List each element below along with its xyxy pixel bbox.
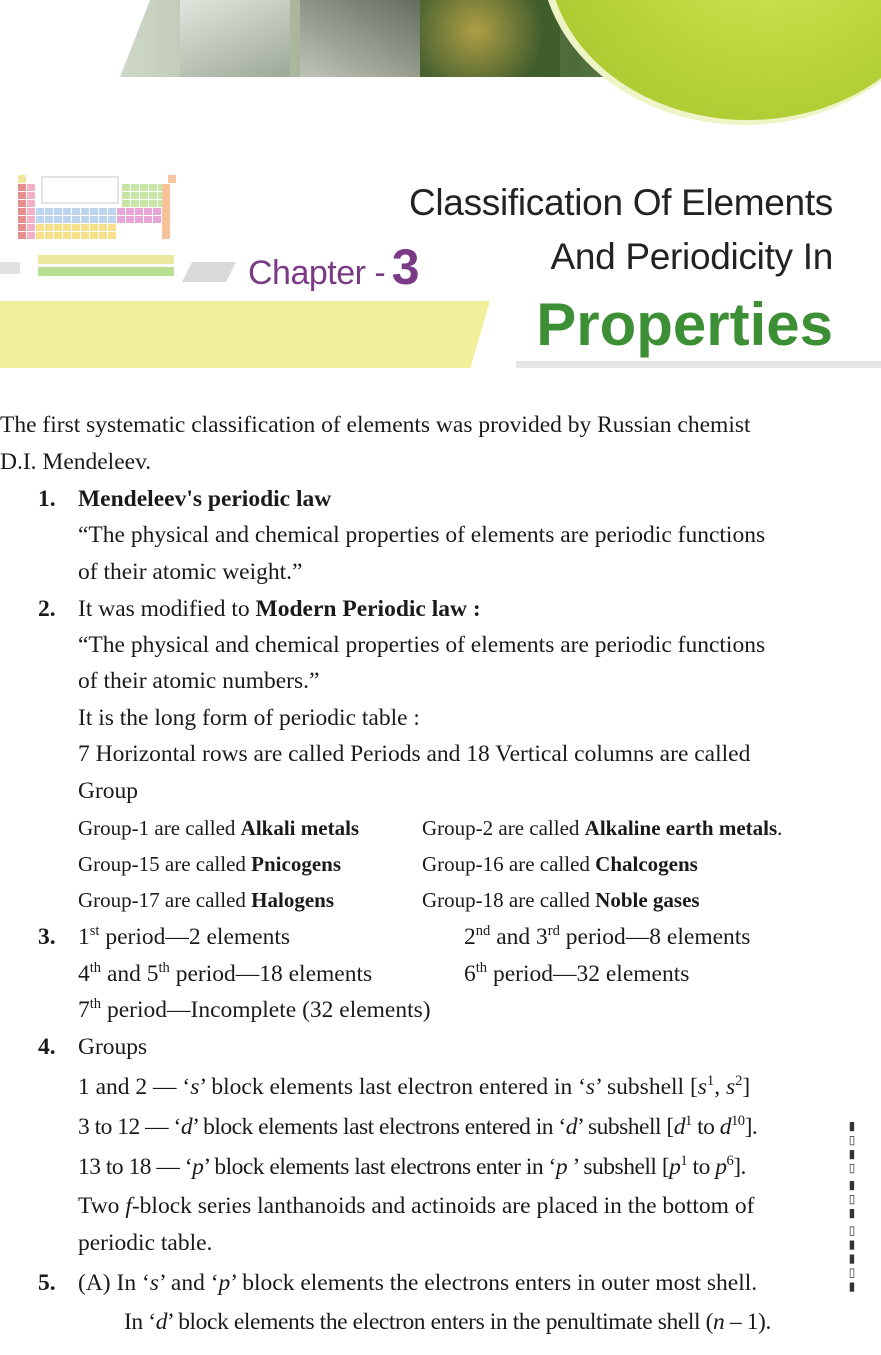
s-block-line: 1 and 2 — ‘s’ block elements last electron entered in ‘s’ subshell [$s^1$, $s^2$]: [78, 1073, 751, 1100]
decorative-yellow-band: [0, 301, 490, 368]
item2-heading: Modern Periodic law :: [255, 596, 481, 622]
item4-number: 4.: [38, 1034, 56, 1060]
group-16-entry: Group-16 are called Chalcogens: [422, 852, 698, 876]
rows-line2: Group: [78, 778, 139, 804]
period-2-3-entry: 2nd and 3rd period—8 elements: [464, 923, 751, 950]
period-1-entry: 1st period—2 elements: [78, 923, 291, 950]
item1-quote-line1: “The physical and chemical properties of elements are periodic functions: [78, 522, 766, 548]
decorative-stripe-left: [0, 262, 20, 274]
item2-quote-line2: of their atomic numbers.”: [78, 668, 320, 694]
plants-image: [420, 0, 560, 77]
group-17-entry: Group-17 are called Halogens: [78, 888, 335, 912]
intro-line1: The first systematic classification of elements was provided by Russian chemist: [0, 412, 751, 438]
item2-number: 2.: [38, 596, 56, 622]
item3-number: 3.: [38, 924, 56, 950]
decorative-stripe: [182, 262, 236, 282]
chapter-label: [248, 238, 420, 294]
item1-heading: Mendeleev's periodic law: [78, 486, 332, 512]
period-4-5-entry: 4th and 5th period—18 elements: [78, 960, 373, 987]
periodic-table-icon: [18, 175, 176, 285]
item4-heading: Groups: [78, 1034, 148, 1060]
period-6-entry: 6th period—32 elements: [464, 960, 690, 987]
dna-image: [180, 0, 290, 77]
title-underline: [516, 361, 881, 368]
item2-lead: It was modified to: [78, 596, 256, 622]
side-margin-watermark: ▮▯▮▮▯ ▮▯▮ ▯▮▯▮: [845, 1120, 859, 1295]
chapter-title-line1: Classification Of Elements: [408, 182, 833, 223]
rows-line1: 7 Horizontal rows are called Periods and 18 Vertical columns are called: [78, 741, 751, 767]
f-block-line1: Two f-block series lanthanoids and actinoids are placed in the bottom of: [78, 1193, 755, 1219]
d-block-line: 3 to 12 — ‘d’ block elements last electrons entered in ‘d’ subshell [$d^1$ to $d^{10}$].: [78, 1113, 758, 1140]
item5-number: 5.: [38, 1270, 56, 1296]
group-18-entry: Group-18 are called Noble gases: [422, 888, 700, 912]
item5-line2: In ‘d’ block elements the electron enters in the penultimate shell (n – 1).: [124, 1309, 771, 1335]
intro-line2: D.I. Mendeleev.: [0, 449, 152, 475]
microscope-image: [300, 0, 420, 77]
period-7-entry: 7th period—Incomplete (32 elements): [78, 996, 431, 1023]
item2-quote-line1: “The physical and chemical properties of elements are periodic functions: [78, 632, 766, 658]
p-block-line: 13 to 18 — ‘p’ block elements last electrons enter in ‘p ’ subshell [$p^1$ to $p^6$].: [78, 1153, 746, 1180]
chapter-number: 3: [391, 239, 420, 295]
chapter-title-line2: And Periodicity In: [550, 236, 833, 277]
group-2-entry: Group-2 are called Alkaline earth metals.: [422, 816, 783, 840]
item1-number: 1.: [38, 486, 56, 512]
long-form-line: It is the long form of periodic table :: [78, 705, 420, 731]
item2-heading-line: [78, 598, 481, 622]
f-block-line2: periodic table.: [78, 1230, 213, 1256]
decorative-green-disc: [548, 0, 881, 120]
item5-line1: (A) In ‘s’ and ‘p’ block elements the electrons enters in outer most shell.: [78, 1270, 758, 1296]
group-15-entry: Group-15 are called Pnicogens: [78, 852, 342, 876]
item1-quote-line2: of their atomic weight.”: [78, 559, 303, 585]
chapter-title-line3: Properties: [536, 291, 833, 358]
group-1-entry: Group-1 are called Alkali metals: [78, 816, 360, 840]
chapter-word: Chapter -: [248, 254, 386, 292]
